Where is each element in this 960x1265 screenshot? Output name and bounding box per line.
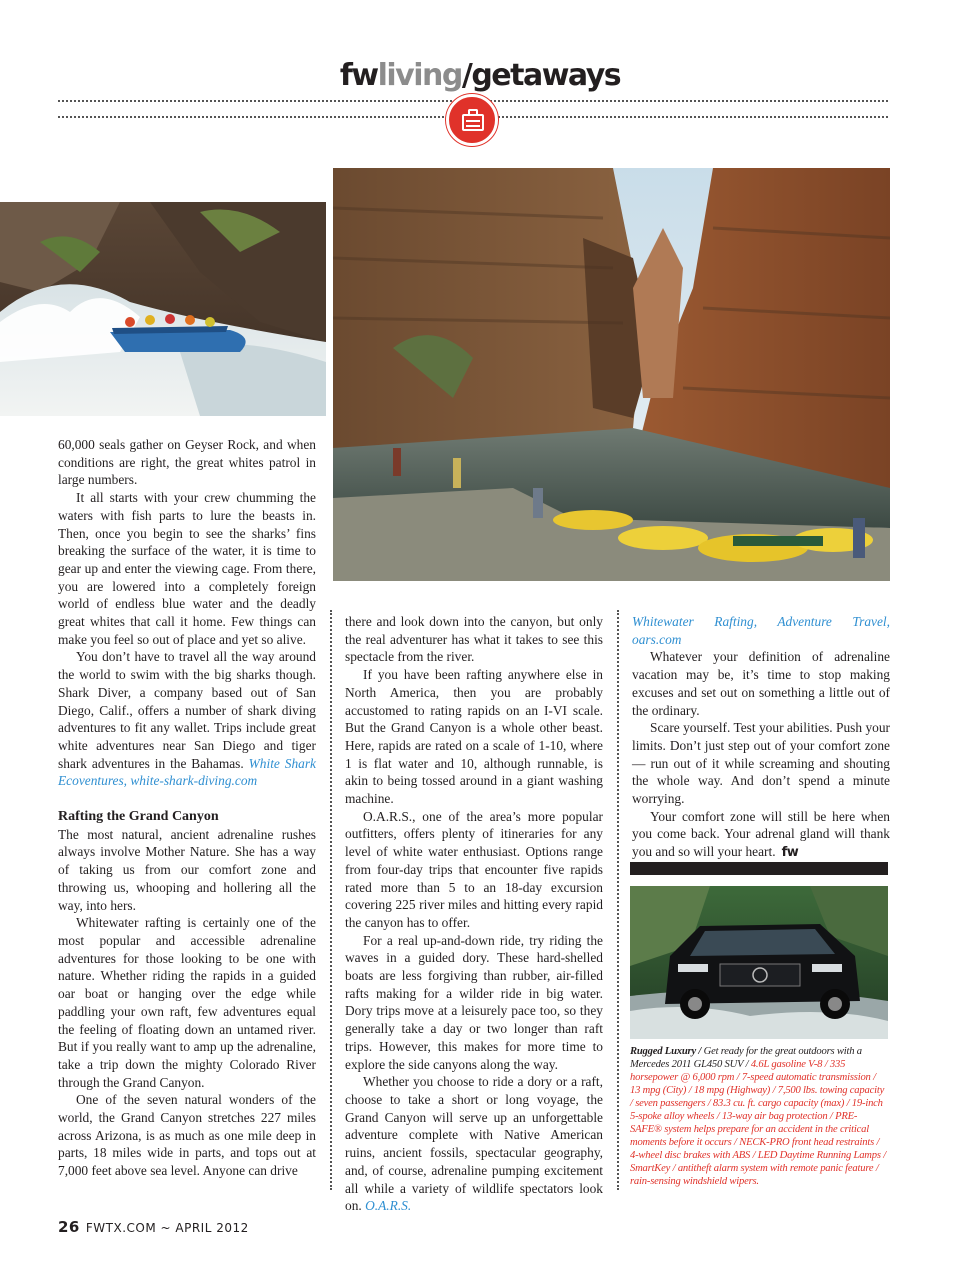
- masthead-section: getaways: [471, 58, 621, 93]
- footer-text: FWTX.COM ~ APRIL 2012: [85, 1221, 249, 1235]
- col2-paragraph-3: O.A.R.S., one of the area’s more popular outfitters, offers plenty of itineraries for any level of white water enthusiast. Options range from four-day trips that encounter five rapids rated more than 5 to an 18-day excursion covering 225 river miles and hitting every rapid the canyon has to offer.: [345, 808, 603, 930]
- masthead-slash: /: [461, 58, 472, 93]
- page-number: 26: [58, 1218, 80, 1236]
- col3-paragraph-3: [632, 808, 890, 862]
- article-column-2: [345, 613, 603, 1215]
- col2-paragraph-5-text: Whether you choose to ride a dory or a raft, choose to take a short or long voyage, the Grand Canyon will serve up an unforgettable adventure complete with Native American ruins, ancient fossils, spectacular geography, and, of course, adrenaline pumping excitement all while a variety of wildlife spectators look on.: [345, 1074, 603, 1214]
- col1-paragraph-6: One of the seven natural wonders of the world, the Grand Canyon stretches 227 miles across Arizona, is as much as one mile deep in parts, 18 miles wide in parts, and tops out at 7,000 feet above sea level. Anyone can drive: [58, 1092, 316, 1179]
- col2-paragraph-5: [345, 1073, 603, 1215]
- oars-link[interactable]: O.A.R.S.: [365, 1198, 412, 1214]
- briefcase-icon: [446, 94, 498, 146]
- column-divider-1: [330, 610, 332, 1190]
- col1-paragraph-3-text: You don’t have to travel all the way around the world to swim with the big sharks though. Shark Diver, a company based out of San Diego, Calif., offers a number of shark diving adventures to fit any wallet. Trips include great white adventures near San Diego and tiger shark adventures in the Bahamas.: [58, 649, 316, 771]
- white-shark-ecoventures-link[interactable]: White Shark Ecoventures, white-shark-diving.com: [58, 755, 316, 789]
- whitewater-raft-photo: [0, 202, 326, 416]
- suv-caption: [630, 1045, 888, 1188]
- caption-title: Rugged Luxury /: [630, 1046, 702, 1057]
- masthead-fw: fw: [339, 58, 378, 93]
- col1-paragraph-1: 60,000 seals gather on Geyser Rock, and when conditions are right, the great whites patrol in large numbers.: [58, 437, 316, 488]
- masthead-living: living: [377, 58, 462, 93]
- article-column-1: [58, 436, 316, 1180]
- col1-paragraph-5: Whitewater rafting is certainly one of the most popular and accessible adrenaline adventures for those looking to be one with nature. Whether riding the rapids in a guided oar boat or hanging over the edge while paddling your own raft, few adventures equal the feeling of floating down an untamed river. But if you really want to amp up the adrenaline, take a trip down the mighty Colorado River through the Grand Canyon.: [58, 915, 316, 1090]
- section-masthead: [0, 58, 960, 93]
- caption-specs: 4.6L gasoline V-8 / 335 horsepower @ 6,000 rpm / 7-speed automatic transmission / 13 mpg (City) / 18 mpg (Highway) / 7,500 lbs. towing capacity / seven passengers / 83.3 cu. ft. cargo capacity (max) / 19-inch 5-spoke alloy wheels / 13-way air bag protection / PRE-SAFE® system helps prepare for an accident in the critical moments before it occurs / NECK-PRO front head restraints / 4-wheel disc brakes with ABS / LED Daytime Running Lamps / SmartKey / antitheft alarm system with remote panic feature / rain-sensing windshield wipers.: [630, 1059, 886, 1187]
- col2-paragraph-4: For a real up-and-down ride, try riding the waves in a guided dory. These hard-shelled boats are less forgiving than rubber, air-filled rafts making for a wilder ride in big water. Dory trips move at a leisurely pace too, so they generally take a day or two longer than raft trips. However, this makes for more time to explore the side canyons along the way.: [345, 932, 603, 1072]
- col2-paragraph-2: If you have been rafting anywhere else in North America, then you are probably accustomed to rating rapids on an I-VI scale. But the Grand Canyon is a whole other beast. Here, rapids are rated on a scale of 1-10, where 1 is flat water and 10, although runnable, is akin to being tossed around in a giant washing machine.: [345, 667, 603, 807]
- col3-paragraph-2: Scare yourself. Test your abilities. Push your limits. Don’t just step out of your comfort zone — run out of it while screaming and shouting the whole way. And don’t spend a minute worrying.: [632, 720, 890, 807]
- rafting-subhead: Rafting the Grand Canyon: [58, 809, 219, 825]
- caption-intro: Get ready for the great outdoors with a Mercedes 2011 GL450 SUV /: [630, 1046, 862, 1070]
- mercedes-suv-photo: [630, 886, 888, 1039]
- article-column-3: [632, 613, 890, 862]
- col1-paragraph-3: [58, 648, 316, 790]
- col3-paragraph-1: Whatever your definition of adrenaline vacation may be, it’s time to stop making excuses and set out on something a little out of the ordinary.: [632, 649, 890, 718]
- col1-paragraph-4: The most natural, ancient adrenaline rushes always involve Mother Nature. She has a way of taking us from our comfort zone and throwing us, whooping and hollering all the way, into hers.: [58, 826, 316, 913]
- oars-website-link[interactable]: Whitewater Rafting, Adventure Travel, oars.com: [632, 614, 890, 647]
- page-footer: [58, 1218, 249, 1236]
- col1-paragraph-2: It all starts with your crew chumming the waters with fish parts to lure the beasts in. Then, once you begin to see the sharks’ fins breaking the surface of the water, it is time to gear up and enter the viewing cage. From there, you are lowered into a completely foreign world of endless blue water and the deadly great whites that call it home. Few things can make you feel so out of place and yet so alive.: [58, 490, 316, 647]
- sidebar-header-bar: [630, 862, 888, 875]
- fw-signature: fw: [781, 845, 799, 861]
- col2-paragraph-1: there and look down into the canyon, but only the real adventurer has what it takes to see this spectacle from the river.: [345, 614, 603, 665]
- col3-paragraph-3-text: Your comfort zone will still be here when you come back. Your adrenal gland will thank you and so will your heart.: [632, 808, 890, 860]
- grand-canyon-photo: [333, 168, 890, 581]
- column-divider-2: [617, 610, 619, 1190]
